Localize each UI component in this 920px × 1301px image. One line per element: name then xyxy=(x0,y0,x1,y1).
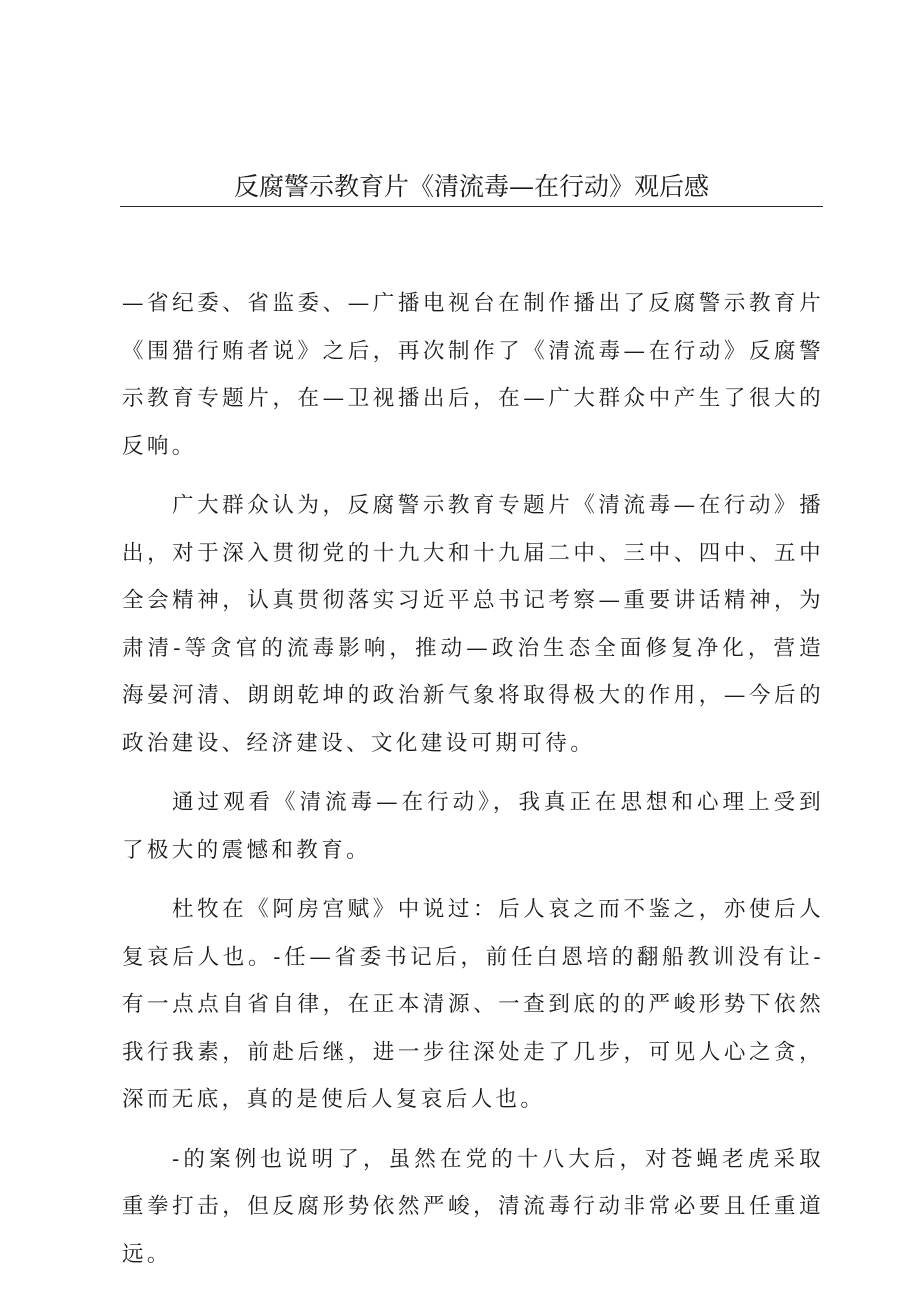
paragraph-intro: —省纪委、省监委、—广播电视台在制作播出了反腐警示教育片《围猎行贿者说》之后，再次制作了《清流毒—在行动》反腐警示教育专题片，在—卫视播出后，在—广大群众中产生了很大的反响。 xyxy=(122,291,824,459)
document-title: 反腐警示教育片《清流毒—在行动》观后感 xyxy=(233,172,709,201)
document-body xyxy=(122,280,824,1290)
paragraph-personal-reaction: 通过观看《清流毒—在行动》，我真正在思想和心理上受到了极大的震憾和教育。 xyxy=(122,790,824,863)
paragraph-conclusion: -的案例也说明了，虽然在党的十八大后，对苍蝇老虎采取重拳打击，但反腐形势依然严峻，清流毒行动非常必要且任重道远。 xyxy=(122,1146,824,1267)
paragraph-public-opinion: 广大群众认为，反腐警示教育专题片《清流毒—在行动》播出，对于深入贯彻党的十九大和十九届二中、三中、四中、五中全会精神，认真贯彻落实习近平总书记考察—重要讲话精神，为肃清-等贪官的流毒影响，推动—政治生态全面修复净化，营造海晏河清、朗朗乾坤的政治新气象将取得极大的作用，—今后的政治建设、经济建设、文化建设可期可待。 xyxy=(122,493,824,756)
title-underline xyxy=(120,206,823,207)
paragraph-du-mu-quote: 杜牧在《阿房宫赋》中说过：后人哀之而不鉴之，亦使后人复哀后人也。-任—省委书记后，前任白恩培的翻船教训没有让-有一点点自省自律，在正本清源、一查到底的的严峻形势下依然我行我素，前赴后继，进一步往深处走了几步，可见人心之贪，深而无底，真的是使后人复哀后人也。 xyxy=(122,897,824,1112)
